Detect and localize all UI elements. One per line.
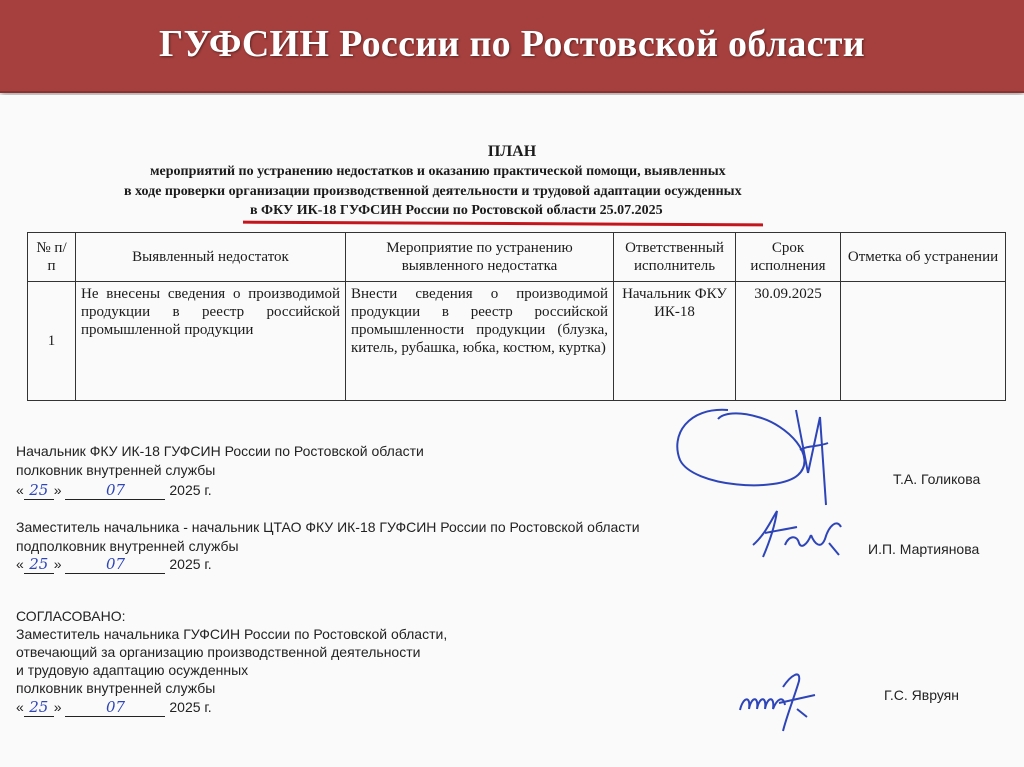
header-responsible: Ответственный исполнитель bbox=[614, 233, 736, 282]
signer-1-date: « 25 » 07 2025 г. bbox=[16, 481, 212, 499]
row-action: Внести сведения о производимой продукции в реестр российской промышленности продукции (блузка, китель, рубашка, юбка, костюм, куртка) bbox=[346, 282, 614, 401]
row-responsible: Начальник ФКУ ИК-18 bbox=[614, 282, 736, 401]
title-banner bbox=[0, 0, 1024, 93]
signer-3-date-day: 25 bbox=[24, 698, 54, 717]
header-deadline: Срок исполнения bbox=[736, 233, 841, 282]
signature-3-graphic bbox=[735, 665, 825, 735]
row-num: 1 bbox=[28, 282, 76, 401]
row-deadline: 30.09.2025 bbox=[736, 282, 841, 401]
signer-3-position-3: и трудовую адаптацию осужденных bbox=[16, 662, 249, 678]
table-header-row bbox=[28, 233, 1006, 282]
table-row bbox=[28, 282, 1006, 401]
signer-3-date-year: 2025 г. bbox=[169, 699, 212, 715]
signer-3-position-1: Заместитель начальника ГУФСИН России по Ростовской области, bbox=[16, 626, 448, 642]
signer-3-name: Г.С. Явруян bbox=[884, 687, 959, 703]
signer-3-rank: полковник внутренней службы bbox=[16, 680, 216, 696]
slide-title: ГУФСИН России по Ростовской области bbox=[159, 23, 865, 65]
signer-2-date-month: 07 bbox=[65, 555, 165, 574]
signer-2-name: И.П. Мартиянова bbox=[868, 541, 980, 557]
signer-1-name: Т.А. Голикова bbox=[893, 471, 981, 487]
signer-2-date: « 25 » 07 2025 г. bbox=[16, 555, 212, 573]
signature-1-graphic bbox=[668, 395, 838, 505]
row-mark bbox=[841, 282, 1006, 401]
signer-2-rank: подполковник внутренней службы bbox=[16, 538, 239, 554]
plan-subtitle-line-1: мероприятий по устранению недостатков и оказанию практической помощи, выявленных bbox=[150, 164, 726, 179]
red-underline bbox=[243, 221, 763, 227]
plan-subtitle-line-3: в ФКУ ИК-18 ГУФСИН России по Ростовской области 25.07.2025 bbox=[250, 203, 663, 218]
signer-1-date-month: 07 bbox=[65, 481, 165, 500]
header-action: Мероприятие по устранению выявленного недостатка bbox=[346, 233, 614, 282]
scanned-document bbox=[0, 95, 1024, 767]
header-mark: Отметка об устранении bbox=[841, 233, 1006, 282]
plan-table bbox=[27, 232, 1006, 401]
signer-3-date: « 25 » 07 2025 г. bbox=[16, 698, 212, 716]
signer-3-date-month: 07 bbox=[65, 698, 165, 717]
header-num: № п/п bbox=[28, 233, 76, 282]
signer-2-date-year: 2025 г. bbox=[169, 556, 212, 572]
header-issue: Выявленный недостаток bbox=[76, 233, 346, 282]
row-issue: Не внесены сведения о производимой продукции в реестр российской промышленной продукции bbox=[76, 282, 346, 401]
signer-2-position: Заместитель начальника - начальник ЦТАО ФКУ ИК-18 ГУФСИН России по Ростовской области bbox=[16, 519, 640, 535]
signer-1-position: Начальник ФКУ ИК-18 ГУФСИН России по Ростовской области bbox=[16, 443, 424, 459]
signer-3-position-2: отвечающий за организацию производственной деятельности bbox=[16, 644, 421, 660]
approval-heading: СОГЛАСОВАНО: bbox=[16, 608, 126, 624]
signature-2-graphic bbox=[745, 505, 855, 565]
signer-2-date-day: 25 bbox=[24, 555, 54, 574]
signer-1-rank: полковник внутренней службы bbox=[16, 462, 216, 478]
plan-subtitle-line-2: в ходе проверки организации производственной деятельности и трудовой адаптации осужденных bbox=[124, 184, 742, 199]
signer-1-date-year: 2025 г. bbox=[169, 482, 212, 498]
plan-title: ПЛАН bbox=[487, 143, 537, 160]
signer-1-date-day: 25 bbox=[24, 481, 54, 500]
